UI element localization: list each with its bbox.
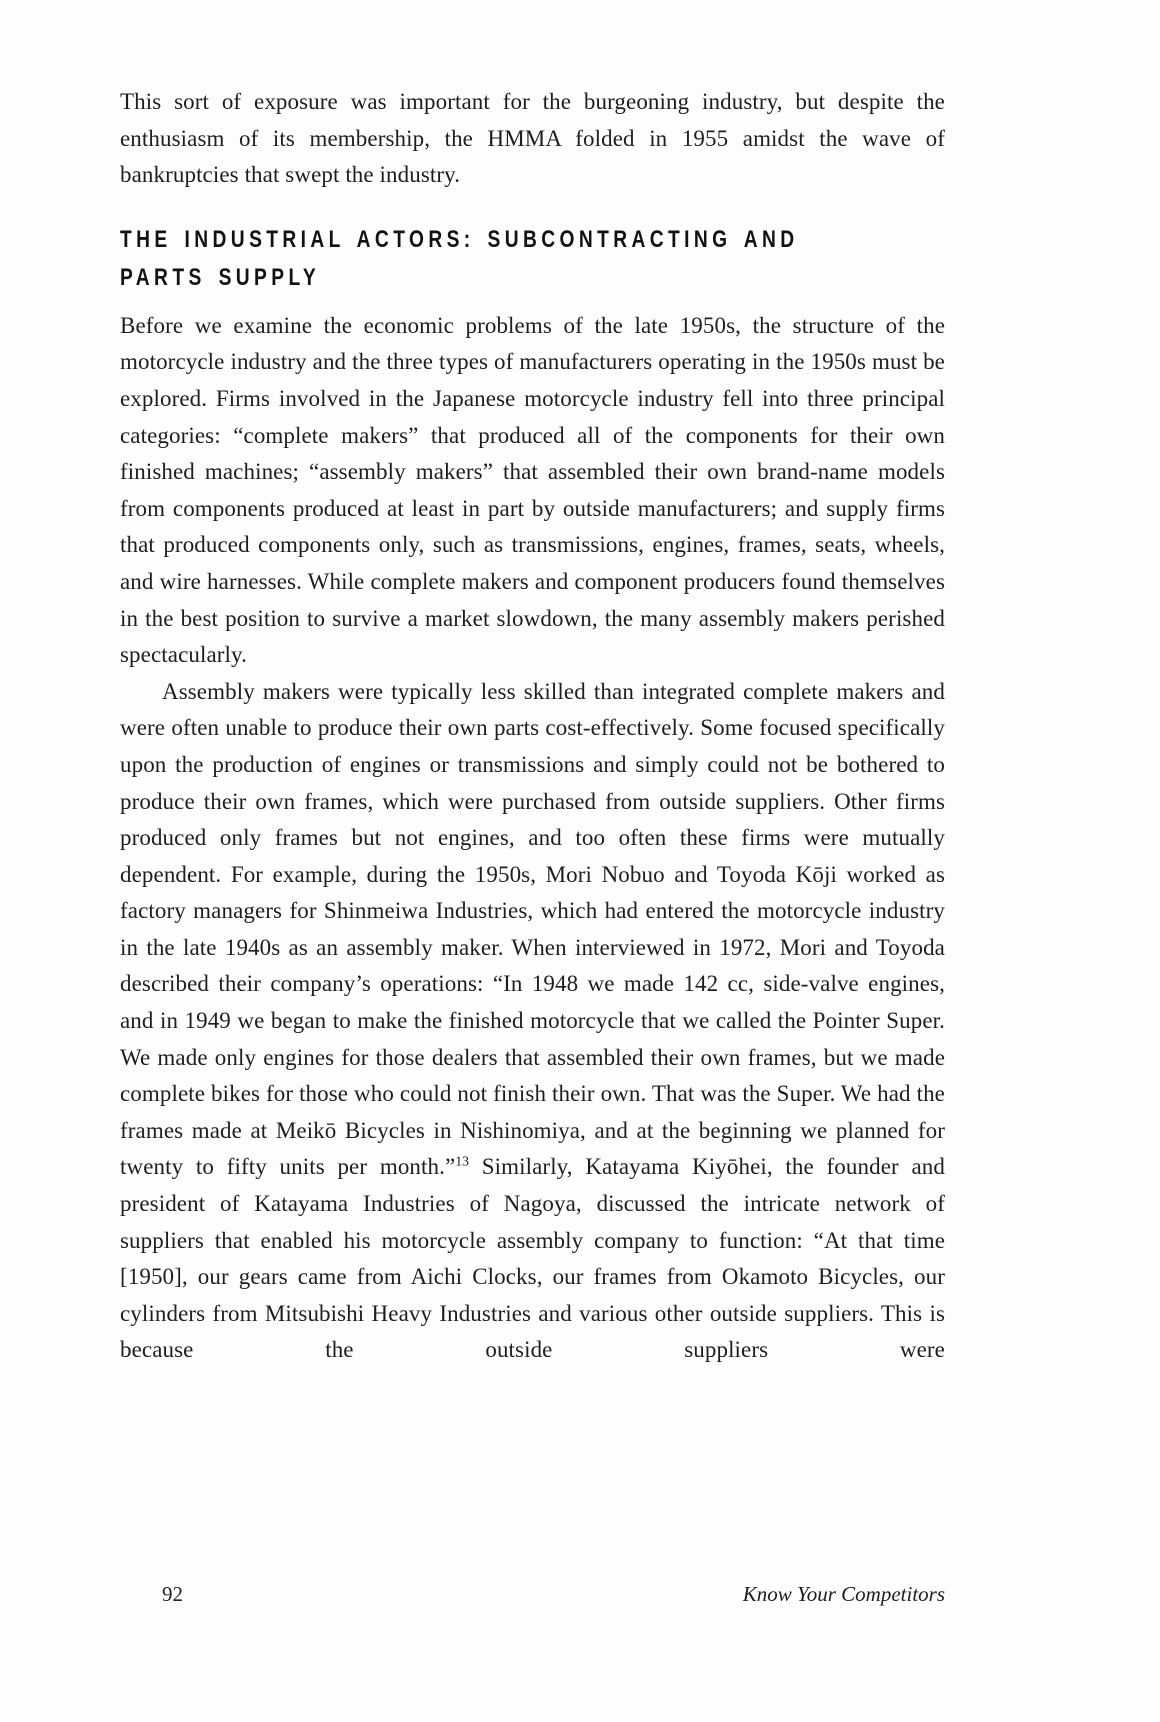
running-title: Know Your Competitors [742, 1582, 945, 1606]
section-heading [120, 221, 945, 297]
intro-paragraph: This sort of exposure was important for the burgeoning industry, but despite the enthusiasm of its membership, the HMMA folded in 1955 amidst the wave of bankruptcies that swept the industry. [120, 89, 945, 188]
page-footer [120, 1582, 945, 1607]
footnote-reference: 13 [455, 1153, 470, 1169]
structure-paragraph: Before we examine the economic problems of the late 1950s, the structure of the motorcycle industry and the three types of manufacturers operating in the 1950s must be explored. Firms involved in the Japanese motorcycle industry fell into three principal categories: “complete makers” that produced all of the components for their own finished machines; “assembly makers” that assembled their own brand-name models from components produced at least in part by outside manufacturers; and supply firms that produced components only, such as transmissions, engines, frames, seats, wheels, and wire harnesses. While complete makers and component producers found themselves in the best position to survive a market slowdown, the many assembly makers perished spectacularly. [120, 312, 945, 668]
assembly-paragraph-text-after-footnote: Similarly, Katayama Kiyōhei, the founder and president of Katayama Industries of Nagoya, discussed the intricate network of suppliers that enabled his motorcycle assembly company to function: “At that time [1950], our gears came from Aichi Clocks, our frames from Okamoto Bicycles, our cylinders from Mitsubishi Heavy Industries and various other outside suppliers. This is because the outside suppliers were [120, 1154, 945, 1363]
text-block [120, 84, 945, 1369]
section-heading-line-2: PARTS SUPPLY [120, 263, 321, 291]
assembly-paragraph-text-before-footnote: Assembly makers were typically less skilled than integrated complete makers and were often unable to produce their own parts cost-effectively. Some focused specifically upon the production of engines or transmissions and simply could not be bothered to produce their own frames, which were purchased from outside suppliers. Other firms produced only frames but not engines, and too often these firms were mutually dependent. For example, during the 1950s, Mori Nobuo and Toyoda Kōji worked as factory managers for Shinmeiwa Industries, which had entered the motorcycle industry in the late 1940s as an assembly maker. When interviewed in 1972, Mori and Toyoda described their company’s operations: “In 1948 we made 142 cc, side-valve engines, and in 1949 we began to make the finished motorcycle that we called the Pointer Super. We made only engines for those dealers that assembled their own frames, but we made complete bikes for those who could not finish their own. That was the Super. We had the frames made at Meikō Bicycles in Nishinomiya, and at the beginning we planned for twenty to fifty units per month.” [120, 678, 945, 1180]
assembly-makers-paragraph [120, 674, 945, 1369]
section-heading-line-1: THE INDUSTRIAL ACTORS: SUBCONTRACTING AND [120, 225, 799, 253]
page-number: 92 [162, 1582, 183, 1606]
